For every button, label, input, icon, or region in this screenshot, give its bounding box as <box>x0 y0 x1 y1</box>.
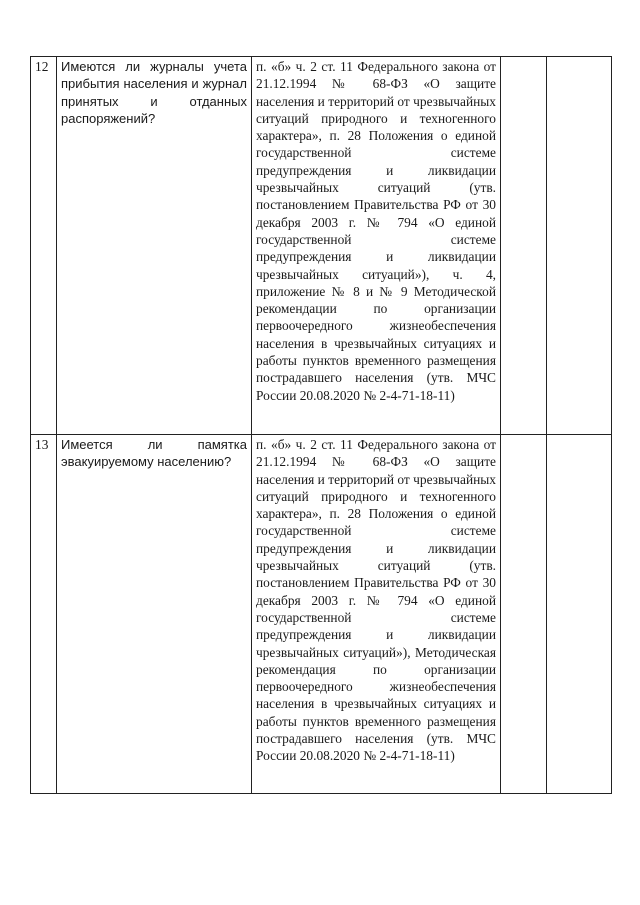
empty-cell <box>547 435 612 794</box>
empty-cell <box>501 57 547 435</box>
empty-cell <box>547 57 612 435</box>
row-number: 13 <box>31 435 57 794</box>
checklist-table <box>30 56 612 794</box>
legal-reference: п. «б» ч. 2 ст. 11 Федерального закона от 21.12.1994 № 68-ФЗ «О защите населения и территорий от чрезвычайных ситуаций природного и техногенного характера», п. 28 Положения о единой государственной системе предупреждения и ликвидации чрезвычайных ситуаций (утв. постановлением Правительства РФ от 30 декабря 2003 г. № 794 «О единой государственной системе предупреждения и ликвидации чрезвычайных ситуаций»), Методическая рекомендация по организации первоочередного жизнеобеспечения населения в чрезвычайных ситуациях и работы пунктов временного размещения пострадавшего населения (утв. МЧС России 20.08.2020 № 2-4-71-18-11) <box>252 435 501 794</box>
question-text: Имеется ли памятка эвакуируемому населению? <box>57 435 252 794</box>
table-row <box>31 57 612 435</box>
legal-reference: п. «б» ч. 2 ст. 11 Федерального закона от 21.12.1994 № 68-ФЗ «О защите населения и территорий от чрезвычайных ситуаций природного и техногенного характера», п. 28 Положения о единой государственной системе предупреждения и ликвидации чрезвычайных ситуаций (утв. постановлением Правительства РФ от 30 декабря 2003 г. № 794 «О единой государственной системе предупреждения и ликвидации чрезвычайных ситуаций»), ч. 4, приложение № 8 и № 9 Методической рекомендации по организации первоочередного жизнеобеспечения населения в чрезвычайных ситуациях и работы пунктов временного размещения пострадавшего населения (утв. МЧС России 20.08.2020 № 2-4-71-18-11) <box>252 57 501 435</box>
table-row <box>31 435 612 794</box>
empty-cell <box>501 435 547 794</box>
question-text: Имеются ли журналы учета прибытия населения и журнал принятых и отданных распоряжений? <box>57 57 252 435</box>
row-number: 12 <box>31 57 57 435</box>
